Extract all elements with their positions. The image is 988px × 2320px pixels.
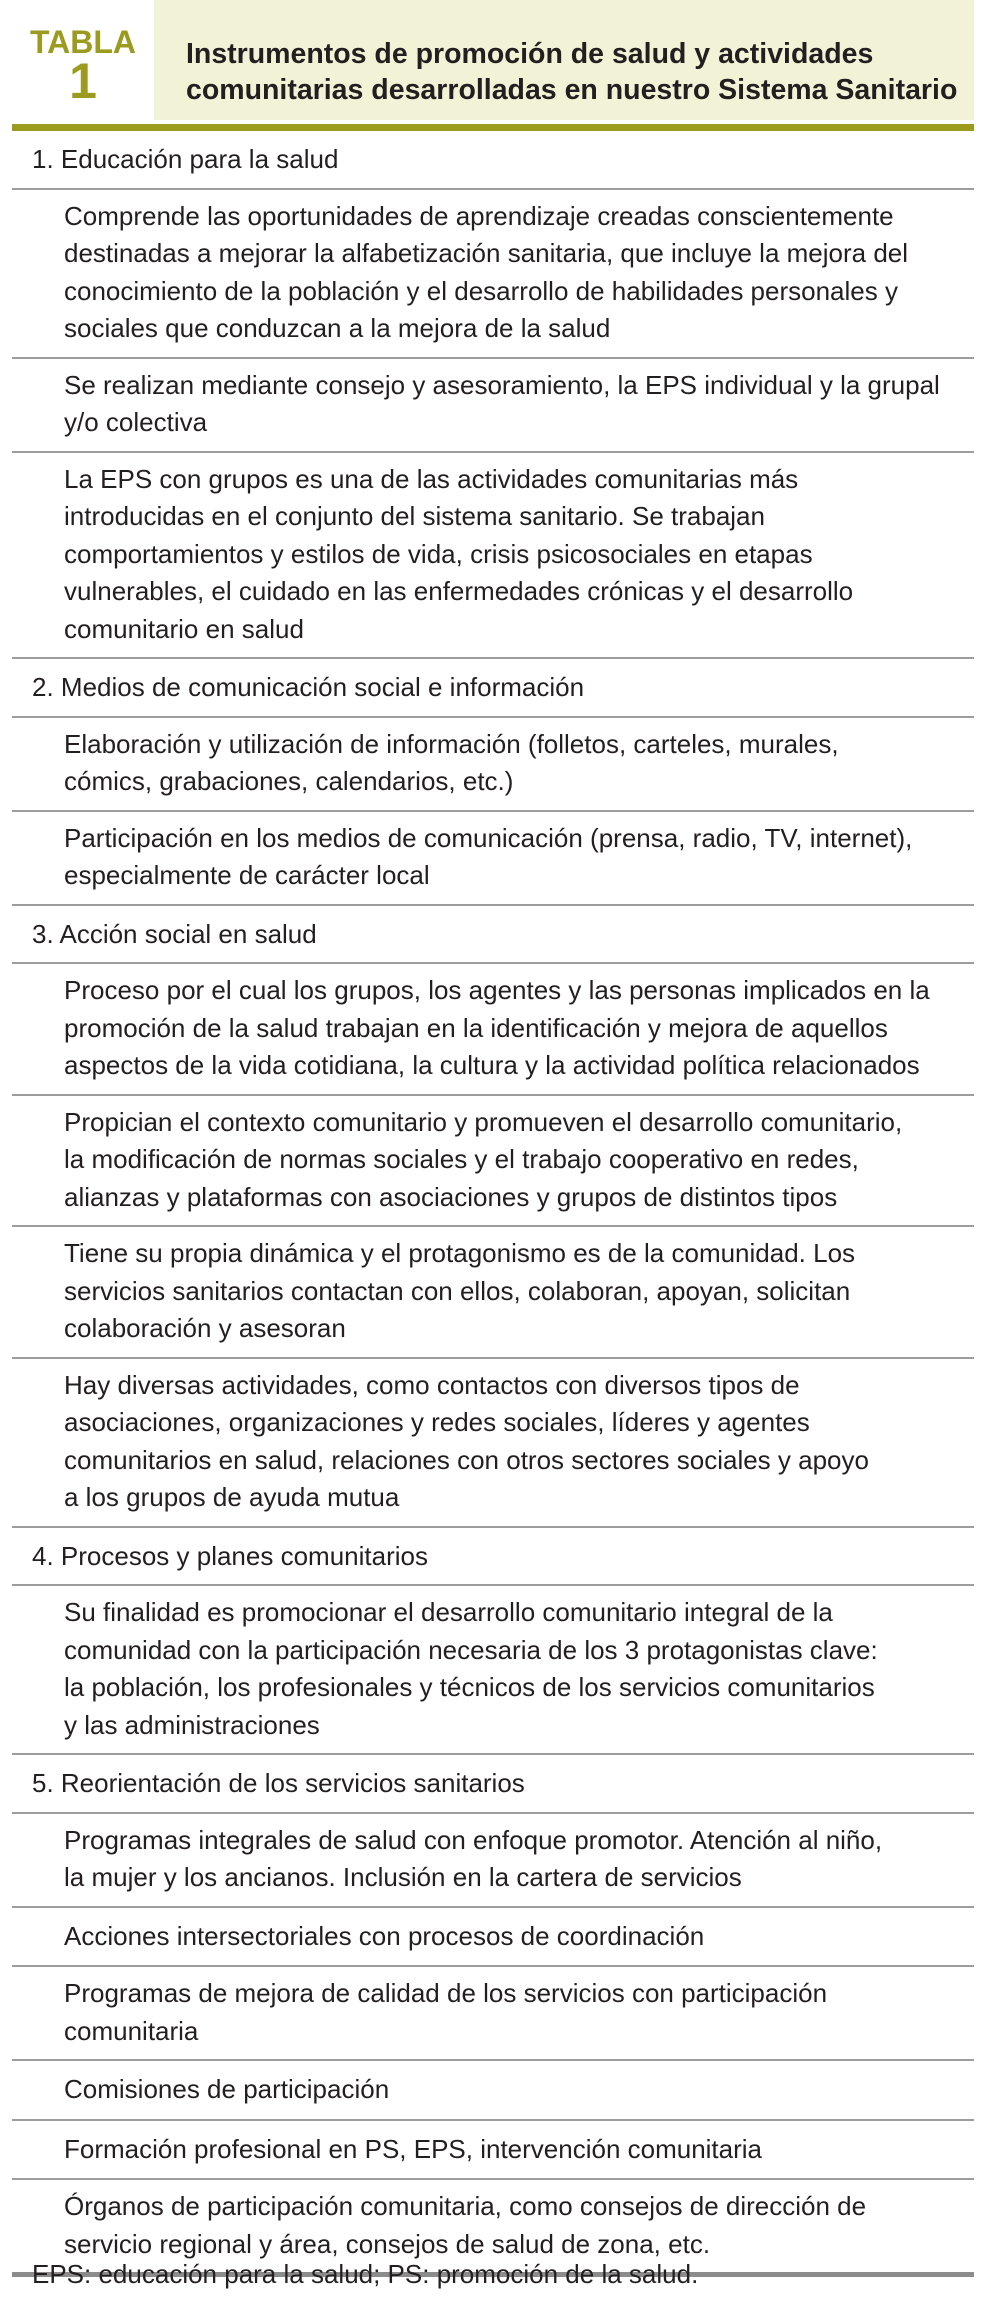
section-heading-row [12,906,974,965]
table-row [12,1096,974,1228]
row-text-line: Programas integrales de salud con enfoque promotor. Atención al niño, [64,1824,883,1855]
row-text-line: promoción de la salud trabajan en la identificación y mejora de aquellos [64,1012,888,1043]
row-text-line: Órganos de participación comunitaria, como consejos de dirección de [64,2191,867,2221]
row-text-line: y/o colectiva [64,407,208,437]
table-body [12,131,974,2277]
row-text-line: y las administraciones [64,1709,320,1740]
row-text-line: comportamientos y estilos de vida, crisis psicosociales en etapas [64,538,813,569]
section-heading-text: 5. Reorientación de los servicios sanitarios [32,1768,525,1798]
row-text-line: vulnerables, el cuidado en las enfermedades crónicas y el desarrollo [64,576,854,606]
row-text-line: a los grupos de ayuda mutua [64,1482,400,1512]
row-text-line: Comprende las oportunidades de aprendizaje creadas conscientemente [64,200,894,231]
row-text-line: Elaboración y utilización de información (folletos, carteles, murales, [64,728,839,759]
section-heading-row [12,1528,974,1587]
row-text-line: asociaciones, organizaciones y redes sociales, líderes y agentes [64,1407,810,1437]
row-text-line: Participación en los medios de comunicación (prensa, radio, TV, internet), [64,822,913,853]
row-text-line: Su finalidad es promocionar el desarrollo comunitario integral de la [64,1597,833,1627]
row-text-line: comunitarios en salud, relaciones con otros sectores sociales y apoyo [64,1444,869,1475]
table-title [154,0,974,120]
table-label-word: TABLA [29,24,137,60]
table-title-line: comunitarias desarrolladas en nuestro Sistema Sanitario [186,74,958,106]
row-text-line: la población, los profesionales y técnicos de los servicios comunitarios [64,1672,875,1702]
row-text-line: Comisiones de participación [64,2074,390,2104]
table-row [12,812,974,906]
row-text-line: Programas de mejora de calidad de los servicios con participación [64,1978,828,2008]
table-row [12,1359,974,1528]
row-text-line: sociales que conduzcan a la mejora de la salud [64,313,611,343]
row-text-line: Acciones intersectoriales con procesos de coordinación [64,1920,705,1951]
row-text-line: especialmente de carácter local [64,860,430,890]
row-text-line: la modificación de normas sociales y el trabajo cooperativo en redes, [64,1144,859,1174]
row-text-line: colaboración y asesoran [64,1313,346,1343]
row-text-line: Hay diversas actividades, como contactos con diversos tipos de [64,1369,800,1400]
row-text-line: cómics, grabaciones, calendarios, etc.) [64,766,514,796]
header-rule [12,124,974,131]
table-row [12,2121,974,2181]
row-text-line: Tiene su propia dinámica y el protagonismo es de la comunidad. Los [64,1238,856,1268]
row-text-line: destinadas a mejorar la alfabetización sanitaria, que incluye la mejora del [64,238,909,268]
table-row [12,190,974,359]
section-heading-row [12,131,974,190]
table-row [12,1814,974,1908]
table-title-line: Instrumentos de promoción de salud y actividades [186,38,874,70]
row-text-line: servicios sanitarios contactan con ellos, colaboran, apoyan, solicitan [64,1275,851,1306]
row-text-line: servicio regional y área, consejos de salud de zona, etc. [64,2228,711,2259]
section-heading-text: 1. Educación para la salud [32,144,339,174]
row-text-line: comunitaria [64,2015,199,2046]
row-text-line: La EPS con grupos es una de las actividades comunitarias más [64,463,799,494]
table-row [12,1586,974,1755]
table-label [12,0,154,120]
row-text-line: aspectos de la vida cotidiana, la cultura y la actividad política relacionados [64,1050,920,1080]
row-text-line: comunidad con la participación necesaria de los 3 protagonistas clave: [64,1634,878,1665]
section-heading-row [12,1755,974,1814]
table-row [12,1227,974,1359]
table-row [12,359,974,453]
row-text-line: la mujer y los ancianos. Inclusión en la cartera de servicios [64,1862,742,1892]
section-heading-text: 3. Acción social en salud [32,918,317,949]
row-text-line: Formación profesional en PS, EPS, intervención comunitaria [64,2133,763,2164]
row-text-line: Se realizan mediante consejo y asesoramiento, la EPS individual y la grupal [64,369,940,400]
row-text-line: conocimiento de la población y el desarrollo de habilidades personales y [64,275,898,306]
row-text-line: comunitario en salud [64,613,304,644]
table-row [12,964,974,1096]
table-row [12,718,974,812]
section-heading-text: 4. Procesos y planes comunitarios [32,1540,428,1571]
table-row [12,2061,974,2121]
row-text-line: introducidas en el conjunto del sistema sanitario. Se trabajan [64,501,765,531]
table-row [12,1967,974,2061]
table-row [12,453,974,660]
row-text-line: alianzas y plataformas con asociaciones y grupos de distintos tipos [64,1181,838,1212]
table-footnote: EPS: educación para la salud; PS: promoción de la salud. [32,2259,699,2289]
row-text-line: Proceso por el cual los grupos, los agentes y las personas implicados en la [64,975,930,1005]
table-row [12,1908,974,1968]
section-heading-text: 2. Medios de comunicación social e información [32,672,585,702]
section-heading-row [12,659,974,718]
table-header [12,0,974,120]
table-number: 1 [69,53,97,109]
row-text-line: Propician el contexto comunitario y promueven el desarrollo comunitario, [64,1106,903,1137]
